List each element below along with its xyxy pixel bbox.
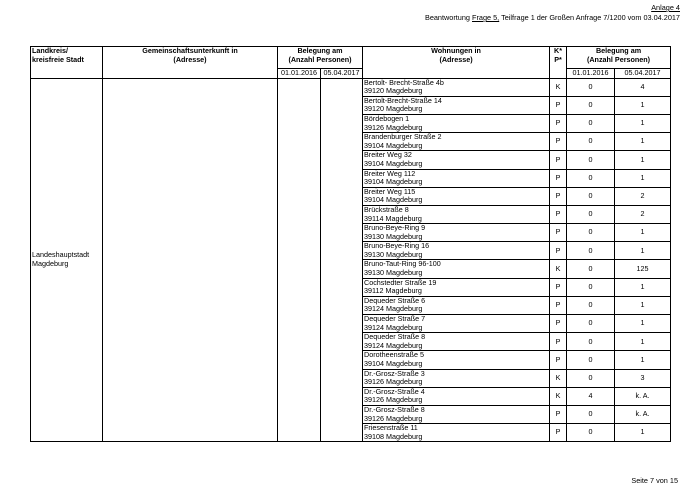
belegung-2016-cell: 0 [567,187,615,205]
wohnung-city: 39104 Magdeburg [364,195,423,205]
landkreis-line1: Landeshauptstadt [32,250,90,260]
belegung-2016-cell: 0 [567,333,615,351]
kp-cell: P [550,205,567,223]
landkreis-line2: Magdeburg [32,258,69,268]
annex-label: Anlage 4 [651,3,680,12]
wohnung-address-cell [363,315,550,333]
wohnung-street: Dr.-Grosz-Straße 3 [364,369,425,378]
wohnung-address-cell [363,405,550,423]
gu-address-cell [103,78,278,442]
wohnung-street: Breiter Weg 112 [364,169,416,178]
wohnung-street: Bruno-Beye-Ring 9 [364,223,426,233]
belegung-2016-cell: 0 [567,351,615,369]
wohnung-street: Brückstraße 8 [364,205,409,214]
belegung-2016-cell: 0 [567,405,615,423]
header-row [31,47,671,69]
belegung-2016-cell: 0 [567,205,615,223]
wohnung-address-cell [363,351,550,369]
belegung-2017-cell: 2 [615,205,671,223]
col-header-wohnungen [363,47,550,79]
belegung-2016-cell: 0 [567,369,615,387]
wohnung-address-cell [363,387,550,405]
col-header-belegung-wohnungen [567,47,671,69]
col-header-wohnungen-line2: (Adresse) [439,54,473,64]
table-row [31,78,671,96]
wohnung-city: 39104 Magdeburg [364,359,423,368]
kp-cell: P [550,187,567,205]
wohnung-address-cell [363,78,550,96]
gu-belegung-2017-cell [321,78,363,442]
belegung-2017-cell: 1 [615,296,671,314]
kp-cell: P [550,114,567,132]
belegung-2017-cell: 1 [615,351,671,369]
belegung-2016-cell: 4 [567,387,615,405]
wohnung-address-cell [363,260,550,278]
kp-cell: P [550,333,567,351]
belegung-2017-cell: 1 [615,133,671,151]
date-header-wohnungen-2017: 05.04.2017 [615,69,671,79]
kp-cell: P [550,278,567,296]
wohnung-city: 39104 Magdeburg [364,177,423,187]
kp-cell: P [550,296,567,314]
wohnung-street: Brandenburger Straße 2 [364,132,442,142]
belegung-2016-cell: 0 [567,96,615,114]
belegung-2016-cell: 0 [567,78,615,96]
header-prefix: Beantwortung [424,13,473,22]
wohnung-address-cell [363,169,550,187]
wohnung-address-cell [363,278,550,296]
kp-cell: P [550,133,567,151]
wohnung-street: Bruno-Taut-Ring 96-100 [364,259,441,269]
col-header-belegung-wohnungen-line2: (Anzahl Personen) [586,54,651,64]
belegung-2016-cell: 0 [567,315,615,333]
wohnung-street: Bertolt-Brecht-Straße 14 [364,96,442,105]
wohnung-city: 39124 Magdeburg [364,304,423,314]
wohnung-street: Dr.-Grosz-Straße 8 [364,405,425,414]
header-line [425,13,680,22]
kp-cell: P [550,96,567,114]
gu-belegung-2016-cell [278,78,321,442]
kp-cell: P [550,424,567,442]
wohnung-city: 39126 Magdeburg [364,395,423,405]
kp-cell: P [550,224,567,242]
wohnung-street: Bördebogen 1 [364,114,410,123]
belegung-2017-cell: 2 [615,187,671,205]
belegung-2017-cell: 125 [615,260,671,278]
col-header-belegung-gu-line2: (Anzahl Personen) [288,54,352,64]
housing-table [30,46,671,442]
col-header-gu-line2: (Adresse) [173,54,207,64]
belegung-2017-cell: 4 [615,78,671,96]
landkreis-cell [31,78,103,442]
col-header-kp-line2: P* [554,54,562,64]
wohnung-street: Dorotheenstraße 5 [364,350,424,360]
col-header-wohnungen-line1: Wohnungen in [431,46,481,55]
belegung-2017-cell: 1 [615,114,671,132]
col-header-landkreis-line2: kreisfreie Stadt [32,54,84,64]
belegung-2016-cell: 0 [567,151,615,169]
wohnung-city: 39114 Magdeburg [364,213,422,223]
wohnung-address-cell [363,296,550,314]
belegung-2016-cell: 0 [567,114,615,132]
wohnung-address-cell [363,205,550,223]
wohnung-address-cell [363,242,550,260]
col-header-landkreis-line1: Landkreis/ [32,46,68,55]
belegung-2016-cell: 0 [567,242,615,260]
wohnung-address-cell [363,96,550,114]
belegung-2017-cell: 1 [615,315,671,333]
wohnung-city: 39120 Magdeburg [364,86,423,96]
wohnung-address-cell [363,224,550,242]
header-frage: Frage 5, [472,13,500,22]
col-header-landkreis [31,47,103,79]
wohnung-street: Breiter Weg 115 [364,187,416,196]
table-body [31,47,671,442]
wohnung-street: Cochstedter Straße 19 [364,278,437,287]
wohnung-city: 39126 Magdeburg [364,413,423,423]
wohnung-address-cell [363,424,550,442]
wohnung-city: 39104 Magdeburg [364,158,423,168]
kp-cell: P [550,351,567,369]
belegung-2016-cell: 0 [567,133,615,151]
wohnung-city: 39120 Magdeburg [364,104,423,114]
belegung-2017-cell: 1 [615,169,671,187]
wohnung-address-cell [363,133,550,151]
col-header-gu-line1: Gemeinschaftsunterkunft in [142,46,238,55]
wohnung-street: Dequeder Straße 8 [364,332,426,342]
wohnung-street: Breiter Weg 32 [364,150,412,160]
header-suffix: Teilfrage 1 der Großen Anfrage 7/1200 vom 03.04.2017 [499,13,680,22]
wohnung-city: 39126 Magdeburg [364,122,423,132]
belegung-2017-cell: 1 [615,96,671,114]
date-header-gu-2016: 01.01.2016 [278,69,321,79]
kp-cell: K [550,260,567,278]
kp-cell: P [550,242,567,260]
wohnung-address-cell [363,187,550,205]
belegung-2016-cell: 0 [567,296,615,314]
belegung-2017-cell: 1 [615,224,671,242]
col-header-belegung-gu-line1: Belegung am [297,46,343,55]
col-header-gu [103,47,278,79]
kp-cell: P [550,151,567,169]
wohnung-city: 39130 Magdeburg [364,249,423,259]
wohnung-street: Dequeder Straße 7 [364,314,426,324]
wohnung-address-cell [363,114,550,132]
date-header-gu-2017: 05.04.2017 [321,69,363,79]
belegung-2017-cell: 1 [615,242,671,260]
belegung-2016-cell: 0 [567,169,615,187]
kp-cell: P [550,405,567,423]
kp-cell: K [550,369,567,387]
wohnung-city: 39126 Magdeburg [364,377,423,387]
wohnung-city: 39112 Magdeburg [364,286,422,296]
belegung-2017-cell: 1 [615,333,671,351]
wohnung-city: 39130 Magdeburg [364,231,423,241]
col-header-belegung-wohnungen-line1: Belegung am [595,46,642,55]
wohnung-street: Dequeder Straße 6 [364,296,426,305]
wohnung-city: 39124 Magdeburg [364,322,423,332]
kp-cell: K [550,387,567,405]
belegung-2017-cell: 1 [615,278,671,296]
belegung-2016-cell: 0 [567,278,615,296]
wohnung-address-cell [363,369,550,387]
wohnung-street: Dr.-Grosz-Straße 4 [364,387,425,396]
wohnung-street: Bruno-Beye-Ring 16 [364,241,430,251]
wohnung-street: Bertolt- Brecht-Straße 4b [364,78,444,87]
wohnung-street: Friesenstraße 11 [364,423,418,433]
belegung-2017-cell: 3 [615,369,671,387]
date-header-wohnungen-2016: 01.01.2016 [567,69,615,79]
belegung-2016-cell: 0 [567,260,615,278]
belegung-2017-cell: k. A. [615,387,671,405]
kp-cell: P [550,315,567,333]
page-number: Seite 7 von 15 [631,476,678,485]
col-header-belegung-gu [278,47,363,69]
wohnung-city: 39108 Magdeburg [364,431,423,441]
wohnung-city: 39130 Magdeburg [364,268,423,278]
belegung-2017-cell: 1 [615,424,671,442]
belegung-2017-cell: 1 [615,151,671,169]
belegung-2016-cell: 0 [567,424,615,442]
wohnung-address-cell [363,333,550,351]
col-header-kp [550,47,567,79]
belegung-2016-cell: 0 [567,224,615,242]
belegung-2017-cell: k. A. [615,405,671,423]
kp-cell: P [550,169,567,187]
col-header-kp-line1: K* [554,46,563,55]
wohnung-city: 39124 Magdeburg [364,340,423,350]
wohnung-city: 39104 Magdeburg [364,140,423,150]
wohnung-address-cell [363,151,550,169]
kp-cell: K [550,78,567,96]
